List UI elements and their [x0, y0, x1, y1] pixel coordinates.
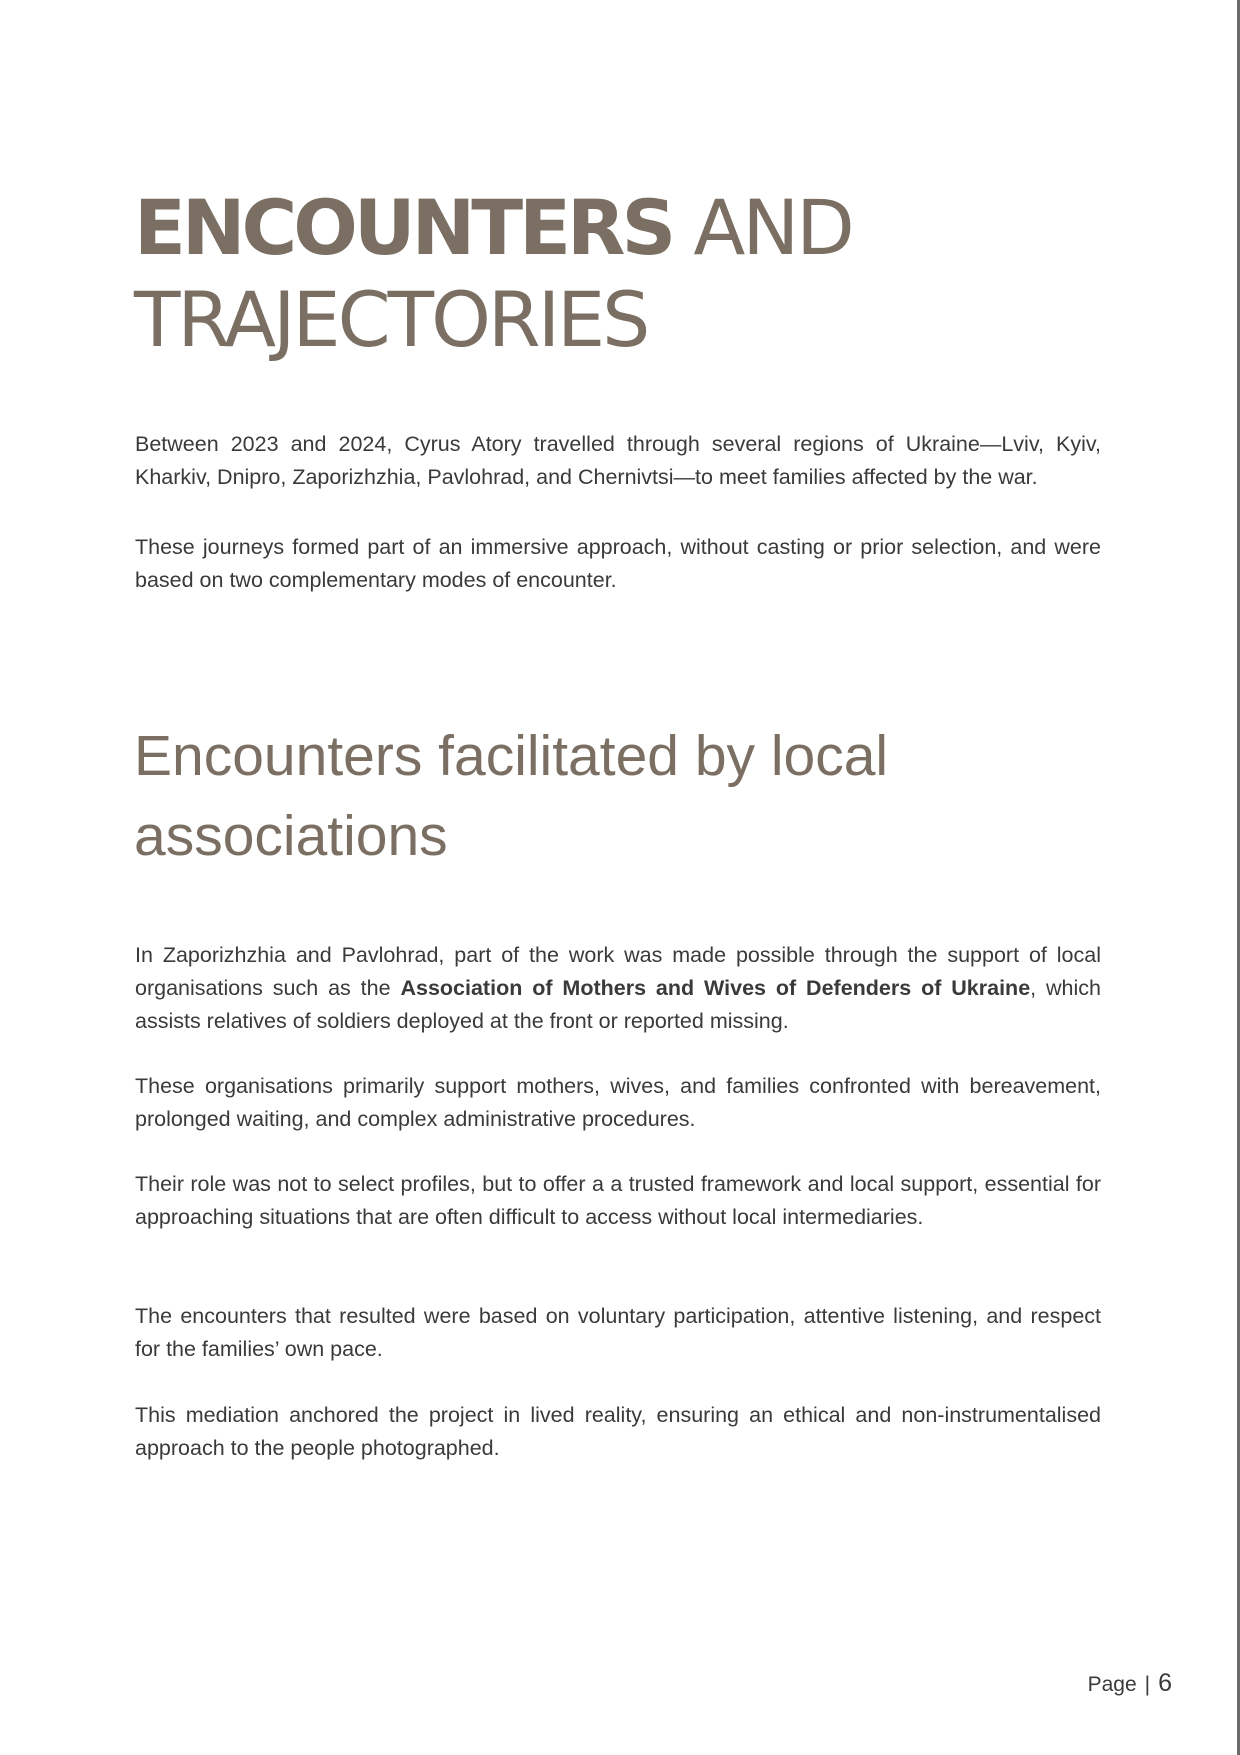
page-footer [1088, 1668, 1172, 1700]
section-heading: Encounters facilitated by local associations [134, 724, 889, 868]
intro-paragraph-1: Between 2023 and 2024, Cyrus Atory travelled through several regions of Ukraine—Lviv, Kyiv, Kharkiv, Dnipro, Zaporizhzhia, Pavlohrad, and Chernivtsi—to meet families affected by the war. [135, 432, 1101, 489]
section-paragraph-1 [135, 939, 1101, 1038]
association-name: Association of Mothers and Wives of Defenders of Ukraine [400, 976, 1031, 1000]
section-paragraph-3: Their role was not to select profiles, but to offer a a trusted framework and local support, essential for approaching situations that are often difficult to access without local intermediaries. [135, 1172, 1101, 1229]
intro-paragraph-2: These journeys formed part of an immersive approach, without casting or prior selection, and were based on two complementary modes of encounter. [135, 535, 1101, 592]
section-paragraph-1-end: , which assists relatives of soldiers deployed at the front or reported missing. [135, 976, 1101, 1033]
section-paragraph-5: This mediation anchored the project in lived reality, ensuring an ethical and non-instrumentalised approach to the people photographed. [135, 1403, 1101, 1460]
title-line2: TRAJECTORIES [134, 275, 648, 364]
page-title [134, 182, 1134, 366]
page-label: Page [1087, 1673, 1137, 1696]
title-bold-word: ENCOUNTERS [134, 183, 673, 272]
page-separator: | [1144, 1673, 1151, 1696]
section-paragraph-4: The encounters that resulted were based on voluntary participation, attentive listening, and respect for the families’ own pace. [135, 1304, 1101, 1361]
section-paragraph-1-start: In Zaporizhzhia and Pavlohrad, part of the work was made possible through the support of local organisations such as the [135, 943, 1101, 1000]
page-number: 6 [1158, 1669, 1172, 1697]
title-line1-rest: AND [672, 183, 852, 272]
section-paragraph-2: These organisations primarily support mothers, wives, and families confronted with bereavement, prolonged waiting, and complex administrative procedures. [135, 1074, 1101, 1131]
